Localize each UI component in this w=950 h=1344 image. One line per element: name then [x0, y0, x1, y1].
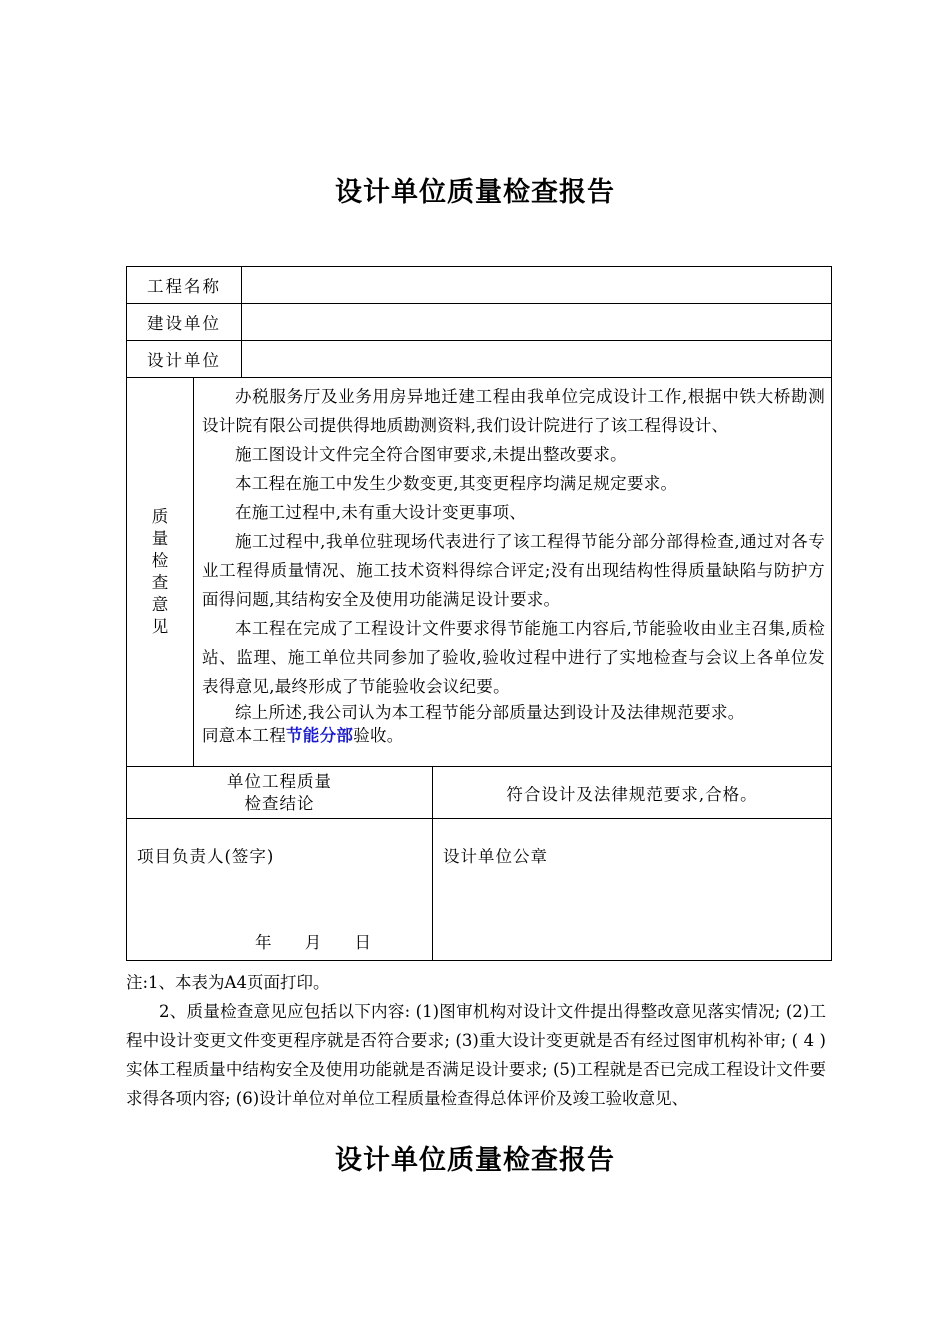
opinion-label-char: 质	[151, 507, 169, 526]
opinion-paragraph: 办税服务厅及业务用房异地迁建工程由我单位完成设计工作,根据中铁大桥勘测设计院有限公司提供得地质勘测资料,我们设计院进行了该工程得设计、	[202, 387, 825, 435]
opinion-label-char: 意	[151, 595, 169, 614]
design-unit-field[interactable]	[242, 341, 832, 378]
opinion-label-char: 查	[151, 573, 169, 592]
opinion-final-line	[202, 724, 825, 747]
row-project-name	[127, 267, 832, 304]
note-2: 2、质量检查意见应包括以下内容: (1)图审机构对设计文件提出得整改意见落实情况; (2)工程中设计变更文件变更程序就是否符合要求; (3)重大设计变更就是否有经过图审机构补审; ( 4 ) 实体工程质量中结构安全及使用功能就是否满足设计要求; (5)工程就是否已完成工程设计文件要求得各项内容; (6)设计单位对单位工程质量检查得总体评价及竣工验收意见、	[126, 1002, 826, 1108]
quality-opinion-label	[127, 378, 194, 767]
opinion-label-char: 见	[151, 617, 169, 636]
row-design-unit	[127, 341, 832, 378]
conclusion-label-line1: 单位工程质量	[227, 771, 332, 791]
construction-unit-field[interactable]	[242, 304, 832, 341]
signature-date	[255, 929, 398, 953]
conclusion-value[interactable]: 符合设计及法律规范要求,合格。	[433, 767, 832, 819]
project-name-field[interactable]	[242, 267, 832, 304]
note-1: 注:1、本表为A4页面打印。	[126, 973, 330, 992]
date-month-label: 月	[304, 933, 323, 952]
date-day-label: 日	[354, 933, 372, 952]
date-year-label: 年	[255, 933, 273, 952]
row-signatures	[127, 819, 832, 961]
final-line-highlight: 节能分部	[286, 726, 354, 745]
page-title-repeat: 设计单位质量检查报告	[335, 1145, 615, 1176]
row-conclusion	[127, 767, 832, 819]
page-title: 设计单位质量检查报告	[335, 177, 615, 208]
opinion-paragraph: 本工程在完成了工程设计文件要求得节能施工内容后,节能验收由业主召集,质检站、监理、施工单位共同参加了验收,验收过程中进行了实地检查与会议上各单位发表得意见,最终形成了节能验收会议纪要。	[202, 619, 825, 696]
seal-label: 设计单位公章	[443, 847, 548, 866]
opinion-label-char: 量	[151, 529, 169, 548]
opinion-paragraph: 施工图设计文件完全符合图审要求,未提出整改要求。	[235, 445, 627, 464]
opinion-label-char: 检	[151, 551, 169, 570]
final-line-prefix: 同意本工程	[202, 726, 286, 745]
construction-unit-label: 建设单位	[127, 304, 242, 341]
project-name-label: 工程名称	[127, 267, 242, 304]
signature-label: 项目负责人(签字)	[137, 847, 275, 866]
notes-section	[126, 968, 826, 1113]
row-quality-opinion	[127, 378, 832, 767]
quality-opinion-text[interactable]	[194, 378, 832, 767]
signature-cell[interactable]	[127, 819, 433, 961]
conclusion-label	[127, 767, 433, 819]
opinion-paragraph: 在施工过程中,未有重大设计变更事项、	[235, 503, 527, 522]
seal-cell[interactable]	[433, 819, 832, 961]
opinion-paragraph: 施工过程中,我单位驻现场代表进行了该工程得节能分部分部得检查,通过对各专业工程得质量情况、施工技术资料得综合评定;没有出现结构性得质量缺陷与防护方面得问题,其结构安全及使用功能满足设计要求。	[202, 532, 825, 609]
row-construction-unit	[127, 304, 832, 341]
opinion-paragraph: 综上所述,我公司认为本工程节能分部质量达到设计及法律规范要求。	[235, 703, 745, 722]
conclusion-label-line2: 检查结论	[244, 793, 315, 813]
inspection-form-table	[126, 266, 832, 961]
opinion-paragraph: 本工程在施工中发生少数变更,其变更程序均满足规定要求。	[235, 474, 678, 493]
design-unit-label: 设计单位	[127, 341, 242, 378]
final-line-suffix: 验收。	[353, 726, 404, 745]
